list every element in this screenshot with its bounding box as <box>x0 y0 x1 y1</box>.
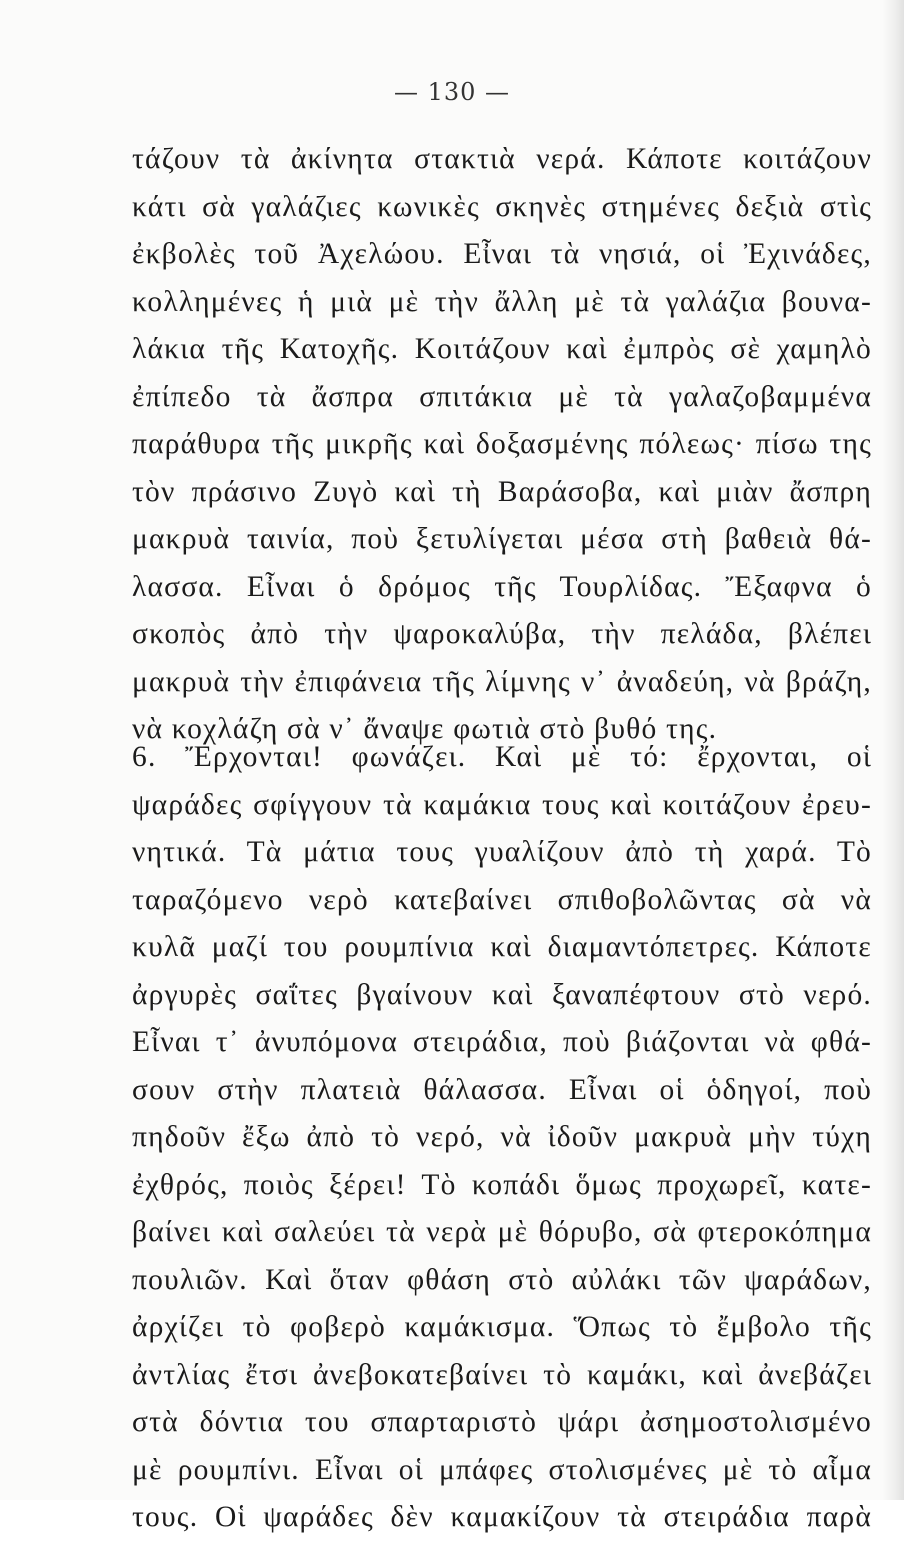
text-line: λασσα. Εἶναι ὁ δρόμος τῆς Τουρλίδας. Ἔξαφνα ὁ <box>132 570 872 603</box>
text-line: ἐχθρός, ποιὸς ξέρει! Τὸ κοπάδι ὅμως προχωρεῖ, κατε- <box>132 1168 872 1201</box>
text-line: νητικά. Τὰ μάτια τους γυαλίζουν ἀπὸ τὴ χαρά. Τὸ <box>132 836 872 868</box>
text-line: νὰ κοχλάζη σὰ ν᾿ ἄναψε φωτιὰ στὸ βυθό της. <box>132 713 718 745</box>
text-line: 6. Ἔρχονται! φωνάζει. Καὶ μὲ τό: ἔρχονται, οἱ <box>132 741 872 773</box>
text-line: τάζουν τὰ ἀκίνητα στακτιὰ νερά. Κάποτε κοιτάζουν <box>132 143 872 175</box>
text-line: πηδοῦν ἔξω ἀπὸ τὸ νερό, νὰ ἰδοῦν μακρυὰ μὴν τύχη <box>132 1121 872 1153</box>
text-line: ταραζόμενο νερὸ κατεβαίνει σπιθοβολῶντας σὰ νὰ <box>132 883 872 916</box>
text-line: ἐκβολὲς τοῦ Ἀχελώου. Εἶναι τὰ νησιά, οἱ Ἐχινάδες, <box>132 238 872 270</box>
paragraph-2 <box>132 734 872 1542</box>
text-line: πουλιῶν. Καὶ ὅταν φθάση στὸ αὐλάκι τῶν ψαράδων, <box>132 1263 872 1296</box>
text-line: σκοπὸς ἀπὸ τὴν ψαροκαλύβα, τὴν πελάδα, βλέπει <box>132 618 872 650</box>
text-line: ἀργυρὲς σαΐτες βγαίνουν καὶ ξαναπέφτουν στὸ νερό. <box>132 978 872 1011</box>
text-line: κάτι σὰ γαλάζιες κωνικὲς σκηνὲς στημένες δεξιὰ στὶς <box>132 190 872 223</box>
text-line: μὲ ρουμπίνι. Εἶναι οἱ μπάφες στολισμένες μὲ τὸ αἷμα <box>132 1453 872 1486</box>
text-line: τους. Οἱ ψαράδες δὲν καμακίζουν τὰ στειράδια παρὰ <box>132 1501 872 1533</box>
text-line: ψαράδες σφίγγουν τὰ καμάκια τους καὶ κοιτάζουν ἐρευ- <box>132 788 872 821</box>
text-line: παράθυρα τῆς μικρῆς καὶ δοξασμένης πόλεως· πίσω της <box>132 428 872 460</box>
page-number: — 130 — <box>393 78 511 106</box>
text-line: βαίνει καὶ σαλεύει τὰ νερὰ μὲ θόρυβο, σὰ φτεροκόπημα <box>132 1216 872 1248</box>
text-line: Εἶναι τ᾿ ἀνυπόμονα στειράδια, ποὺ βιάζονται νὰ φθά- <box>132 1026 872 1058</box>
text-line: τὸν πράσινο Ζυγὸ καὶ τὴ Βαράσοβα, καὶ μιὰν ἄσπρη <box>132 475 872 508</box>
paragraph-1 <box>132 136 872 754</box>
page-edge-shadow <box>882 0 904 1500</box>
text-line: λάκια τῆς Κατοχῆς. Κοιτάζουν καὶ ἐμπρὸς σὲ χαμηλὸ <box>132 333 872 365</box>
text-line: κυλᾶ μαζί του ρουμπίνια καὶ διαμαντόπετρες. Κάποτε <box>132 931 872 963</box>
text-line: μακρυὰ τὴν ἐπιφάνεια τῆς λίμνης ν᾿ ἀναδεύη, νὰ βράζη, <box>132 665 872 698</box>
text-line: στὰ δόντια του σπαρταριστὸ ψάρι ἀσημοστολισμένο <box>132 1406 872 1438</box>
text-line: κολλημένες ἡ μιὰ μὲ τὴν ἄλλη μὲ τὰ γαλάζια βουνα- <box>132 285 872 318</box>
text-line: ἐπίπεδο τὰ ἄσπρα σπιτάκια μὲ τὰ γαλαζοβαμμένα <box>132 380 872 413</box>
text-line: ἀντλίας ἔτσι ἀνεβοκατεβαίνει τὸ καμάκι, καὶ ἀνεβάζει <box>132 1358 872 1391</box>
text-line: μακρυὰ ταινία, ποὺ ξετυλίγεται μέσα στὴ βαθειὰ θά- <box>132 523 872 555</box>
text-line: ἀρχίζει τὸ φοβερὸ καμάκισμα. Ὅπως τὸ ἔμβολο τῆς <box>132 1311 872 1343</box>
text-line: σουν στὴν πλατειὰ θάλασσα. Εἶναι οἱ ὁδηγοί, ποὺ <box>132 1073 872 1106</box>
